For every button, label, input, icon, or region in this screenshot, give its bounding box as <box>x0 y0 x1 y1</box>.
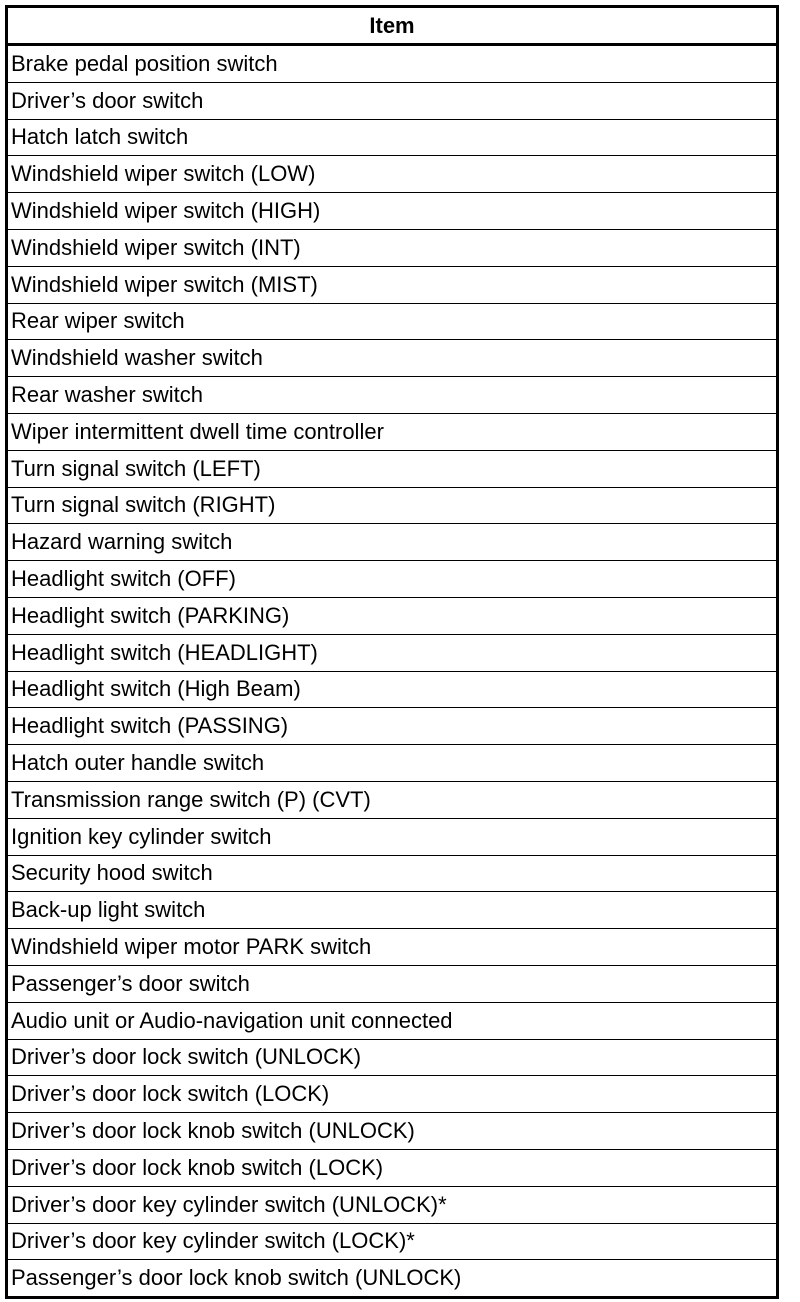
table-row <box>7 1113 778 1150</box>
table-header <box>7 7 778 45</box>
table-row <box>7 156 778 193</box>
table-cell-item: Windshield wiper switch (HIGH) <box>7 193 778 230</box>
table-row <box>7 1002 778 1039</box>
table-cell-item: Hatch outer handle switch <box>7 745 778 782</box>
table-cell-item: Audio unit or Audio-navigation unit connected <box>7 1002 778 1039</box>
table-cell-item: Rear wiper switch <box>7 303 778 340</box>
table-row <box>7 1039 778 1076</box>
table-row <box>7 818 778 855</box>
table-cell-item: Driver’s door switch <box>7 82 778 119</box>
table-cell-item: Driver’s door lock knob switch (LOCK) <box>7 1149 778 1186</box>
table-cell-item: Brake pedal position switch <box>11 50 278 76</box>
table-cell-item: Driver’s door lock switch (LOCK) <box>7 1076 778 1113</box>
table-row <box>7 634 778 671</box>
table-cell-item: Windshield washer switch <box>7 340 778 377</box>
table-cell-item: Headlight switch (HEADLIGHT) <box>7 634 778 671</box>
table-row <box>7 561 778 598</box>
table-cell-item: Windshield wiper switch (INT) <box>7 229 778 266</box>
table-cell-item: Passenger’s door switch <box>7 965 778 1002</box>
table-cell-item: Windshield wiper motor PARK switch <box>7 929 778 966</box>
table-body <box>7 45 778 1298</box>
table-row <box>7 193 778 230</box>
table-row <box>7 965 778 1002</box>
table-row <box>7 266 778 303</box>
table-cell-item: Driver’s door key cylinder switch (LOCK)* <box>7 1223 778 1260</box>
table-row <box>7 450 778 487</box>
table-row <box>7 1260 778 1298</box>
table-cell-item: Driver’s door lock knob switch (UNLOCK) <box>7 1113 778 1150</box>
table-row <box>7 1186 778 1223</box>
table-cell-item: Headlight switch (OFF) <box>7 561 778 598</box>
table-cell-item: Turn signal switch (LEFT) <box>7 450 778 487</box>
table-cell-item: Turn signal switch (RIGHT) <box>7 487 778 524</box>
table-cell-item: Headlight switch (High Beam) <box>7 671 778 708</box>
table-cell-item: Security hood switch <box>7 855 778 892</box>
table-row <box>7 524 778 561</box>
table-row <box>7 671 778 708</box>
item-table <box>5 5 779 1299</box>
table-row <box>7 929 778 966</box>
table-row <box>7 1076 778 1113</box>
table-row <box>7 229 778 266</box>
column-header-item: Item <box>7 7 778 45</box>
table-cell-item: Headlight switch (PARKING) <box>7 597 778 634</box>
table-cell-item: Windshield wiper switch (MIST) <box>7 266 778 303</box>
table-cell-item: Driver’s door key cylinder switch (UNLOCK)* <box>7 1186 778 1223</box>
table-row <box>7 45 778 83</box>
table-cell-item: Windshield wiper switch (LOW) <box>7 156 778 193</box>
table-cell-item: Ignition key cylinder switch <box>7 818 778 855</box>
table-row <box>7 855 778 892</box>
table-cell-item: Passenger’s door lock knob switch (UNLOCK) <box>7 1260 778 1298</box>
table-row <box>7 708 778 745</box>
table-row <box>7 303 778 340</box>
table-row <box>7 1223 778 1260</box>
table-cell-item: Driver’s door lock switch (UNLOCK) <box>7 1039 778 1076</box>
table-cell-item: Hatch latch switch <box>7 119 778 156</box>
table-row <box>7 781 778 818</box>
table-cell-item: Wiper intermittent dwell time controller <box>7 413 778 450</box>
header-row <box>7 7 778 45</box>
table-row <box>7 597 778 634</box>
table-row <box>7 892 778 929</box>
table-row <box>7 340 778 377</box>
table-row <box>7 119 778 156</box>
table-row <box>7 413 778 450</box>
table-cell-item: Transmission range switch (P) (CVT) <box>7 781 778 818</box>
table-cell-item: Back-up light switch <box>7 892 778 929</box>
table-cell-item: Hazard warning switch <box>7 524 778 561</box>
table-cell-item: Rear washer switch <box>7 377 778 414</box>
table-row <box>7 82 778 119</box>
table-row <box>7 377 778 414</box>
table-cell-item: Headlight switch (PASSING) <box>7 708 778 745</box>
table-row <box>7 1149 778 1186</box>
table-row <box>7 487 778 524</box>
table-row <box>7 745 778 782</box>
